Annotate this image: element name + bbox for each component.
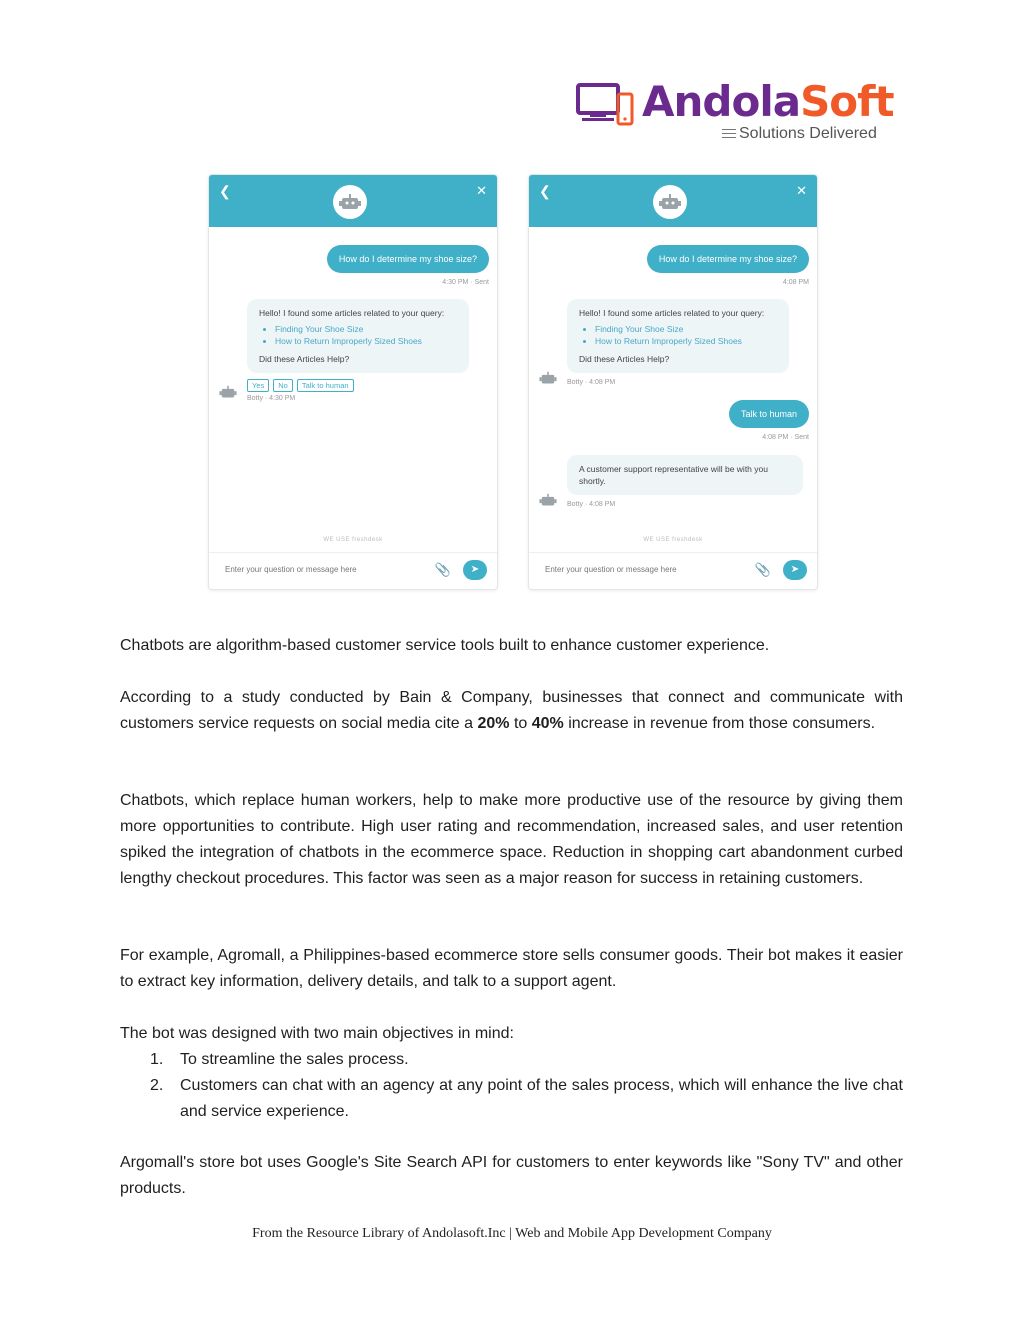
article-link[interactable]: • Finding Your Shoe Size [275,323,457,335]
paragraph-study [120,685,903,737]
close-icon[interactable]: ✕ [796,183,807,198]
yes-button[interactable]: Yes [247,379,269,392]
paragraph-intro: Chatbots are algorithm-based customer service tools built to enhance customer experience. [120,637,770,654]
user-message-meta: 4:08 PM [782,279,809,286]
page-footer: From the Resource Library of Andolasoft.Inc | Web and Mobile App Development Company [252,1226,772,1241]
bot-question: Did these Articles Help? [259,354,350,364]
bot-message [247,299,469,373]
article-link[interactable]: • Finding Your Shoe Size [595,323,777,335]
attachment-icon[interactable]: 📎 [754,562,771,577]
back-chevron-icon[interactable]: ❮ [539,183,551,199]
brand-part1: Andola [642,77,801,126]
bot-message [567,299,789,373]
stat-40: 40% [531,715,564,732]
message-input-bar [529,552,817,589]
tagline-lines-icon [722,129,736,139]
article-list [259,323,457,347]
user-message: How do I determine my shoe size? [647,245,809,273]
chat-header [529,175,817,227]
paragraph-objectives: The bot was designed with two main objectives in mind: [120,1025,514,1042]
list-number: 1. [150,1051,164,1068]
message-input[interactable]: Enter your question or message here [545,565,677,574]
talk-to-human-button[interactable]: Talk to human [297,379,354,392]
bot-intro: Hello! I found some articles related to your query: [579,308,765,318]
bot-avatar [333,185,367,219]
attachment-icon[interactable]: 📎 [434,562,451,577]
no-button[interactable]: No [273,379,293,392]
user-message-meta: 4:08 PM · Sent [762,434,809,441]
andolasoft-logo [574,77,894,148]
bot-intro: Hello! I found some articles related to your query: [259,308,445,318]
bot-message [567,455,803,495]
brand-name [642,78,894,126]
study-text: to [509,715,532,732]
powered-by: WE USE freshdesk [323,537,383,543]
brand-tagline [722,125,877,143]
robot-icon [539,371,557,385]
bot-question: Did these Articles Help? [579,354,670,364]
send-button[interactable]: ➤ [463,560,487,580]
brand-part2: Soft [800,77,894,126]
paragraph-benefits: Chatbots, which replace human workers, help to make more productive use of the resource by giving them more opportunities to contribute. High user rating and recommendation, increased sales, and user retention spiked the integration of chatbots in the ecommerce space. Reduction in shopping cart abandonment curbed lengthy checkout procedures. This factor was seen as a major reason for success in retaining customers. [120,792,903,887]
list-item [120,1073,903,1125]
devices-icon [576,82,638,132]
article-list [579,323,777,347]
tagline-text: Solutions Delivered [739,125,877,142]
robot-icon [339,193,361,211]
study-text: increase in revenue from those consumers. [563,715,876,732]
article-link[interactable]: • How to Return Improperly Sized Shoes [595,335,777,347]
robot-icon [219,385,237,399]
list-text: Customers can chat with an agency at any point of the sales process, which will enhance the live chat and service experience. [180,1077,903,1120]
message-input-bar [209,552,497,589]
stat-20: 20% [477,715,510,732]
article-link[interactable]: • How to Return Improperly Sized Shoes [275,335,457,347]
back-chevron-icon[interactable]: ❮ [219,183,231,199]
chat-widget-left [208,174,498,590]
robot-icon [539,493,557,507]
study-text: According to a study conducted by Bain & Company, businesses that connect and communicate with customers service requests on social media cite a [120,689,903,732]
chat-header [209,175,497,227]
user-message-meta: 4:30 PM · Sent [442,279,489,286]
quick-replies [247,379,354,392]
send-button[interactable]: ➤ [783,560,807,580]
robot-icon [659,193,681,211]
paragraph-search: Argomall's store bot uses Google's Site Search API for customers to enter keywords like "Sony TV" and other products. [120,1154,903,1197]
chat-widget-right [528,174,818,590]
list-number: 2. [150,1077,164,1094]
message-input[interactable]: Enter your question or message here [225,565,357,574]
close-icon[interactable]: ✕ [476,183,487,198]
bot-meta: Botty · 4:30 PM [247,395,296,402]
bot-meta: Botty · 4:08 PM [567,501,616,508]
bot-meta: Botty · 4:08 PM [567,379,616,386]
list-text: To streamline the sales process. [180,1051,409,1068]
paragraph-example: For example, Agromall, a Philippines-based ecommerce store sells consumer goods. Their bot makes it easier to extract key information, delivery details, and talk to a support agent. [120,947,903,990]
bot-avatar [653,185,687,219]
bot-reply: A customer support representative will be with you shortly. [579,464,768,486]
user-message: How do I determine my shoe size? [327,245,489,273]
list-item [120,1047,903,1073]
user-message: Talk to human [729,400,809,428]
objectives-list [120,1047,903,1125]
powered-by: WE USE freshdesk [643,537,703,543]
